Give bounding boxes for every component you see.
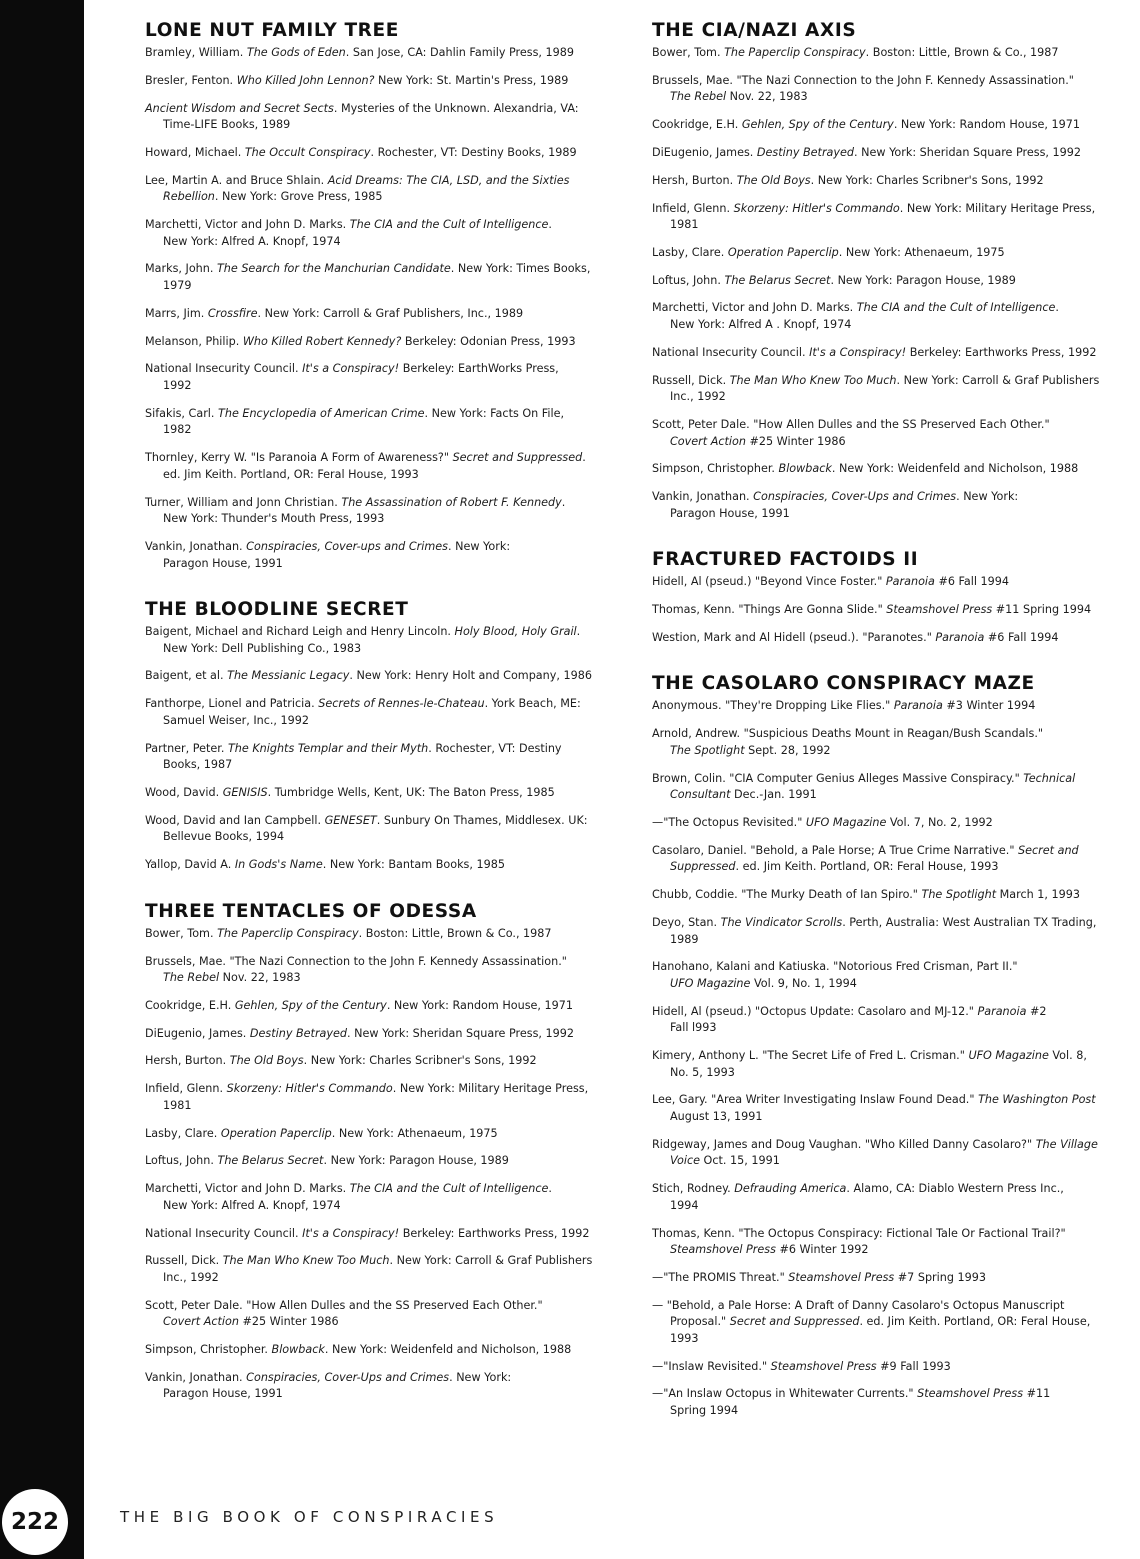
citation-entry xyxy=(145,306,615,323)
citation-text: . New York: Paragon House, 1989 xyxy=(323,1154,509,1168)
citation-text: . Perth, Australia: West Australian TX Trading, 1989 xyxy=(670,915,1097,946)
citation-text: #6 Winter 1992 xyxy=(775,1243,869,1257)
citation-text: Thomas, Kenn. "The Octopus Conspiracy: Fictional Tale Or Factional Trail?" xyxy=(652,1226,1066,1240)
citation-text: . New York: Weidenfeld and Nicholson, 1988 xyxy=(324,1343,572,1357)
citation-title: Paranoia xyxy=(893,699,943,713)
citation-entry xyxy=(652,45,1122,62)
citation-text: Marchetti, Victor and John D. Marks. xyxy=(145,1182,350,1196)
citation-title: Blowback xyxy=(778,462,832,476)
citation-entry xyxy=(652,117,1122,134)
citation-text: . New York: Bantam Books, 1985 xyxy=(322,858,505,872)
citation-text: . New York: Alfred A . Knopf, 1974 xyxy=(670,301,1059,332)
citation-text: Sept. 28, 1992 xyxy=(744,743,831,757)
citation-entry xyxy=(652,1226,1122,1259)
citation-entry xyxy=(652,1048,1122,1081)
citation-entry xyxy=(652,815,1122,832)
citation-text: . Rochester, VT: Destiny Books, 1989 xyxy=(370,145,577,159)
citation-text: Bower, Tom. xyxy=(652,46,725,59)
citation-text: . New York: Athenaeum, 1975 xyxy=(331,1126,498,1140)
citation-title: Secrets of Rennes-le-Chateau xyxy=(318,697,485,711)
citation-title: The Encyclopedia of American Crime xyxy=(218,406,425,420)
citation-text: Ridgeway, James and Doug Vaughan. "Who Killed Danny Casolaro?" xyxy=(652,1137,1036,1151)
citation-text: Lee, Gary. "Area Writer Investigating Inslaw Found Dead." xyxy=(652,1093,979,1107)
citation-entry xyxy=(145,1181,615,1214)
citation-title: UFO Magazine xyxy=(670,976,751,990)
citation-entry xyxy=(145,334,615,351)
page-number: 222 xyxy=(2,1489,68,1555)
right-column xyxy=(652,20,1122,1447)
citation-text: Loftus, John. xyxy=(145,1154,218,1168)
citation-text: Yallop, David A. xyxy=(145,858,235,872)
section-heading: FRACTURED FACTOIDS II xyxy=(652,549,919,571)
citation-text: #11 Spring 1994 xyxy=(992,603,1092,617)
citation-text: Oct. 15, 1991 xyxy=(699,1154,780,1168)
citation-text: . New York: Sheridan Square Press, 1992 xyxy=(854,145,1082,159)
citation-text: Thornley, Kerry W. "Is Paranoia A Form of Awareness?" xyxy=(145,451,453,465)
section-heading: THE BLOODLINE SECRET xyxy=(145,599,409,621)
citation-title: The Belarus Secret xyxy=(217,1154,324,1168)
citation-title: GENISIS xyxy=(222,786,268,799)
citation-text: #25 Winter 1986 xyxy=(745,434,846,448)
citation-text: . New York: Dell Publishing Co., 1983 xyxy=(163,625,581,655)
citation-text: Melanson, Philip. xyxy=(145,334,243,348)
citation-title: Conspiracies, Cover-Ups and Crimes xyxy=(753,490,957,504)
citation-title: Destiny Betrayed xyxy=(249,1026,347,1040)
citation-title: Steamshovel Press xyxy=(770,1359,877,1373)
citation-text: Stich, Rodney. xyxy=(652,1182,735,1196)
bibliography-section xyxy=(145,901,615,1403)
citation-text: Baigent, Michael and Richard Leigh and Henry Lincoln. xyxy=(145,625,455,639)
citation-text: Loftus, John. xyxy=(652,273,725,287)
citation-text: Arnold, Andrew. "Suspicious Deaths Mount in Reagan/Bush Scandals." xyxy=(652,727,1044,741)
citation-entry xyxy=(652,461,1122,478)
citation-title: The Spotlight xyxy=(921,888,997,902)
citation-text: . ed. Jim Keith. Portland, OR: Feral House, 1993 xyxy=(735,860,999,874)
citation-entry xyxy=(652,173,1122,190)
citation-text: Brussels, Mae. "The Nazi Connection to the John F. Kennedy Assassination." xyxy=(652,73,1074,87)
citation-text: Vol. 7, No. 2, 1992 xyxy=(886,816,993,829)
bibliography-section xyxy=(652,549,1122,646)
citation-text: —"An Inslaw Octopus in Whitewater Currents." xyxy=(652,1387,918,1401)
citation-text: . New York: Military Heritage Press, 1981 xyxy=(163,1082,589,1112)
citation-title: The Old Boys xyxy=(229,1054,304,1068)
citation-title: The Man Who Knew Too Much xyxy=(222,1254,390,1268)
citation-text: . New York: Grove Press, 1985 xyxy=(214,190,383,204)
citation-text: . New York: Paragon House, 1989 xyxy=(830,273,1016,287)
citation-entry xyxy=(652,201,1122,234)
citation-text: Vankin, Jonathan. xyxy=(145,1370,247,1384)
citation-text: Vankin, Jonathan. xyxy=(652,490,754,504)
citation-text: Marrs, Jim. xyxy=(145,306,208,320)
citation-text: . New York: Paragon House, 1991 xyxy=(163,1370,512,1401)
citation-text: . York Beach, ME: Samuel Weiser, Inc., 1992 xyxy=(163,697,581,727)
citation-entry xyxy=(652,145,1122,162)
citation-title: The CIA and the Cult of Intelligence xyxy=(349,1182,549,1196)
citation-text: Kimery, Anthony L. "The Secret Life of Fred L. Crisman." xyxy=(652,1049,969,1063)
citation-entry xyxy=(145,406,615,439)
citation-title: The CIA and the Cult of Intelligence xyxy=(349,218,549,232)
citation-text: —"The PROMIS Threat." xyxy=(652,1270,789,1284)
citation-title: The Belarus Secret xyxy=(724,273,831,287)
citation-text: . New York: Random House, 1971 xyxy=(386,998,573,1012)
citation-text: New York: St. Martin's Press, 1989 xyxy=(374,73,569,87)
citation-entry xyxy=(145,1253,615,1286)
citation-entry xyxy=(145,998,615,1015)
citation-title: Crossfire xyxy=(207,306,258,320)
citation-text: Hidell, Al (pseud.) "Octopus Update: Casolaro and MJ-12." xyxy=(652,1004,978,1018)
citation-entry xyxy=(145,261,615,294)
citation-entry xyxy=(145,926,615,943)
citation-text: Cookridge, E.H. xyxy=(652,118,742,132)
citation-text: Anonymous. "They're Dropping Like Flies." xyxy=(652,699,894,713)
citation-entry xyxy=(145,1053,615,1070)
citation-text: Hersh, Burton. xyxy=(652,173,737,187)
citation-text: . Alamo, CA: Diablo Western Press Inc., 1994 xyxy=(670,1182,1064,1212)
section-heading: THREE TENTACLES OF ODESSA xyxy=(145,900,477,922)
citation-entry xyxy=(145,1226,615,1243)
citation-text: . New York: Sheridan Square Press, 1992 xyxy=(347,1026,575,1040)
citation-entry xyxy=(652,1386,1122,1419)
citation-text: . New York: Random House, 1971 xyxy=(893,118,1080,132)
citation-text: Hidell, Al (pseud.) "Beyond Vince Foster." xyxy=(652,575,886,589)
citation-text: National Insecurity Council. xyxy=(652,345,810,359)
citation-title: Paranoia xyxy=(935,630,985,644)
citation-entry xyxy=(652,1270,1122,1287)
bibliography-section xyxy=(652,673,1122,1419)
citation-text: Infield, Glenn. xyxy=(145,1082,227,1096)
citation-text: Russell, Dick. xyxy=(145,1254,223,1268)
citation-entry xyxy=(652,1004,1122,1037)
citation-text: Hersh, Burton. xyxy=(145,1054,230,1068)
citation-text: Baigent, et al. xyxy=(145,669,228,683)
citation-text: Lasby, Clare. xyxy=(652,245,728,259)
citation-title: Steamshovel Press xyxy=(670,1243,776,1257)
citation-text: . New York: Athenaeum, 1975 xyxy=(838,245,1005,259)
citation-title: Steamshovel Press xyxy=(917,1387,1024,1401)
citation-text: Westion, Mark and Al Hidell (pseud.). "Paranotes." xyxy=(652,630,936,644)
citation-entry xyxy=(652,1359,1122,1376)
citation-entry xyxy=(652,245,1122,262)
citation-title: It's a Conspiracy! xyxy=(302,362,400,376)
citation-text: . New York: Carroll & Graf Publishers, Inc., 1989 xyxy=(257,306,524,320)
citation-entry xyxy=(145,495,615,528)
citation-entry xyxy=(652,345,1122,362)
citation-text: Scott, Peter Dale. "How Allen Dulles and the SS Preserved Each Other." xyxy=(145,1298,543,1312)
citation-text: Dec.-Jan. 1991 xyxy=(730,788,817,802)
citation-title: Who Killed Robert Kennedy? xyxy=(242,334,402,348)
citation-text: . New York: Paragon House, 1991 xyxy=(670,490,1019,520)
citation-entry xyxy=(145,173,615,206)
citation-text: . New York: Carroll & Graf Publishers Inc., 1992 xyxy=(163,1254,593,1284)
citation-text: Vankin, Jonathan. xyxy=(145,539,247,553)
citation-text: #3 Winter 1994 xyxy=(942,699,1036,713)
citation-text: Berkeley: Earthworks Press, 1992 xyxy=(399,1226,590,1240)
citation-entry xyxy=(652,630,1122,647)
citation-text: August 13, 1991 xyxy=(670,1110,763,1124)
citation-text: Brussels, Mae. "The Nazi Connection to the John F. Kennedy Assassination." xyxy=(145,954,567,968)
citation-text: #25 Winter 1986 xyxy=(238,1315,339,1329)
citation-title: GENESET xyxy=(324,813,377,827)
citation-text: Simpson, Christopher. xyxy=(145,1343,272,1357)
citation-entry xyxy=(145,813,615,846)
citation-entry xyxy=(652,373,1122,406)
citation-entry xyxy=(145,73,615,90)
citation-title: Secret and Suppressed xyxy=(670,843,1079,874)
citation-text: #9 Fall 1993 xyxy=(876,1359,951,1373)
citation-text: Deyo, Stan. xyxy=(652,915,721,929)
citation-entry xyxy=(145,1153,615,1170)
citation-text: Marchetti, Victor and John D. Marks. xyxy=(145,218,350,232)
citation-text: . New York: Facts On File, 1982 xyxy=(163,406,565,437)
bibliography-section xyxy=(145,20,615,572)
citation-entry xyxy=(145,1126,615,1143)
citation-text: —"The Octopus Revisited." xyxy=(652,816,806,829)
section-heading: THE CASOLARO CONSPIRACY MAZE xyxy=(652,673,1035,695)
citation-text: Scott, Peter Dale. "How Allen Dulles and the SS Preserved Each Other." xyxy=(652,417,1050,431)
citation-title: The Paperclip Conspiracy xyxy=(217,926,359,940)
citation-entry xyxy=(145,624,615,657)
citation-entry xyxy=(652,1092,1122,1125)
bibliography-section xyxy=(652,20,1122,522)
citation-text: Lasby, Clare. xyxy=(145,1126,221,1140)
citation-entry xyxy=(652,300,1122,333)
citation-text: . New York: Thunder's Mouth Press, 1993 xyxy=(163,495,566,526)
citation-entry xyxy=(145,1298,615,1331)
citation-title: It's a Conspiracy! xyxy=(302,1226,400,1240)
citation-title: The Search for the Manchurian Candidate xyxy=(216,262,451,276)
citation-text: National Insecurity Council. xyxy=(145,362,303,376)
citation-title: The Old Boys xyxy=(736,173,811,187)
citation-text: Bower, Tom. xyxy=(145,926,218,940)
citation-text: . New York: Charles Scribner's Sons, 1992 xyxy=(810,173,1044,187)
citation-text: Russell, Dick. xyxy=(652,373,730,387)
citation-text: Berkeley: Earthworks Press, 1992 xyxy=(906,345,1097,359)
citation-entry xyxy=(652,887,1122,904)
citation-title: In Gods's Name xyxy=(234,858,323,872)
citation-text: Thomas, Kenn. "Things Are Gonna Slide." xyxy=(652,603,887,617)
citation-entry xyxy=(652,726,1122,759)
citation-title: The Gods of Eden xyxy=(246,46,346,59)
citation-text: Bresler, Fenton. xyxy=(145,73,237,87)
citation-text: Berkeley: Odonian Press, 1993 xyxy=(401,334,576,348)
citation-title: Steamshovel Press xyxy=(886,603,993,617)
citation-text: Berkeley: EarthWorks Press, 1992 xyxy=(163,362,559,392)
citation-text: . New York: Henry Holt and Company, 1986 xyxy=(349,669,592,683)
citation-title: The Spotlight xyxy=(670,743,745,757)
citation-text: Nov. 22, 1983 xyxy=(219,971,301,985)
citation-title: Conspiracies, Cover-Ups and Crimes xyxy=(246,1370,450,1384)
citation-text: Wood, David and Ian Campbell. xyxy=(145,813,325,827)
citation-title: Secret and Suppressed xyxy=(452,451,583,465)
citation-entry xyxy=(652,602,1122,619)
citation-text: . New York: Charles Scribner's Sons, 1992 xyxy=(303,1054,537,1068)
citation-text: Sifakis, Carl. xyxy=(145,406,219,420)
citation-text: #2 Fall l993 xyxy=(670,1004,1047,1035)
citation-text: . ed. Jim Keith. Portland, OR: Feral House, 1993 xyxy=(670,1315,1091,1345)
section-heading: LONE NUT FAMILY TREE xyxy=(145,20,399,41)
citation-entry xyxy=(145,696,615,729)
citation-title: Blowback xyxy=(271,1343,325,1357)
citation-title: Ancient Wisdom and Secret Sects xyxy=(145,101,334,115)
citation-title: Defrauding America xyxy=(734,1182,847,1196)
citation-text: #7 Spring 1993 xyxy=(894,1270,986,1284)
citation-text: Wood, David. xyxy=(145,786,223,799)
citation-text: Vol. 9, No. 1, 1994 xyxy=(750,976,857,990)
citation-title: The Man Who Knew Too Much xyxy=(729,373,897,387)
citation-entry xyxy=(652,1137,1122,1170)
left-column xyxy=(145,20,615,1430)
citation-text: Vol. 8, No. 5, 1993 xyxy=(670,1049,1087,1079)
citation-entry xyxy=(652,574,1122,591)
citation-entry xyxy=(652,915,1122,948)
citation-text: . Boston: Little, Brown & Co., 1987 xyxy=(865,46,1059,59)
citation-entry xyxy=(652,73,1122,106)
citation-title: UFO Magazine xyxy=(968,1049,1049,1063)
citation-title: Paranoia xyxy=(885,575,935,589)
citation-title: Covert Action xyxy=(670,434,746,448)
citation-entry xyxy=(145,857,615,874)
citation-title: Skorzeny: Hitler's Commando xyxy=(226,1082,393,1096)
citation-entry xyxy=(145,1370,615,1403)
citation-title: Technical Consultant xyxy=(670,771,1076,802)
bibliography-section xyxy=(145,599,615,874)
citation-entry xyxy=(145,954,615,987)
citation-title: The CIA and the Cult of Intelligence xyxy=(856,301,1056,315)
citation-text: March 1, 1993 xyxy=(996,888,1080,902)
citation-entry xyxy=(145,785,615,802)
citation-entry xyxy=(652,417,1122,450)
citation-text: Hanohano, Kalani and Katiuska. "Notorious Fred Crisman, Part II." xyxy=(652,960,1018,974)
citation-text: #6 Fall 1994 xyxy=(934,575,1010,589)
citation-text: . New York: Weidenfeld and Nicholson, 1988 xyxy=(831,462,1079,476)
citation-entry xyxy=(145,45,615,62)
citation-text: Partner, Peter. xyxy=(145,741,228,755)
citation-text: Marks, John. xyxy=(145,262,217,276)
citation-title: Destiny Betrayed xyxy=(756,145,854,159)
citation-title: Skorzeny: Hitler's Commando xyxy=(733,201,900,215)
citation-entry xyxy=(145,539,615,572)
citation-text: . New York: Carroll & Graf Publishers Inc., 1992 xyxy=(670,373,1100,404)
citation-title: The Rebel xyxy=(163,971,220,985)
citation-entry xyxy=(652,698,1122,715)
citation-title: The Assassination of Robert F. Kennedy xyxy=(341,495,562,509)
citation-entry xyxy=(145,217,615,250)
citation-text: Fanthorpe, Lionel and Patricia. xyxy=(145,697,319,711)
citation-text: . ed. Jim Keith. Portland, OR: Feral House, 1993 xyxy=(163,451,586,481)
citation-text: Nov. 22, 1983 xyxy=(726,90,808,104)
citation-title: Conspiracies, Cover-ups and Crimes xyxy=(246,539,448,553)
citation-text: Casolaro, Daniel. "Behold, a Pale Horse; A True Crime Narrative." xyxy=(652,843,1019,857)
citation-entry xyxy=(652,489,1122,522)
citation-text: . Rochester, VT: Destiny Books, 1987 xyxy=(163,741,562,772)
page-spine xyxy=(0,0,84,1559)
citation-text: . New York: Military Heritage Press, 1981 xyxy=(670,201,1096,232)
citation-text: Turner, William and Jonn Christian. xyxy=(145,495,342,509)
citation-text: . Boston: Little, Brown & Co., 1987 xyxy=(358,926,552,940)
citation-entry xyxy=(145,450,615,483)
citation-text: Simpson, Christopher. xyxy=(652,462,779,476)
citation-text: . Tumbridge Wells, Kent, UK: The Baton Press, 1985 xyxy=(267,786,555,799)
section-heading: THE CIA/NAZI AXIS xyxy=(652,20,857,41)
citation-text: . Mysteries of the Unknown. Alexandria, VA: Time-LIFE Books, 1989 xyxy=(163,101,579,132)
citation-title: Gehlen, Spy of the Century xyxy=(741,118,894,132)
citation-title: The Knights Templar and their Myth xyxy=(227,741,429,755)
citation-entry xyxy=(652,1298,1122,1348)
citation-text: — "Behold, a Pale Horse: A Draft of Danny Casolaro's Octopus Manuscript Proposal." xyxy=(652,1298,1065,1329)
citation-entry xyxy=(652,771,1122,804)
citation-text: Cookridge, E.H. xyxy=(145,998,235,1012)
citation-text: #11 Spring 1994 xyxy=(670,1387,1051,1418)
citation-text: . New York: Alfred A. Knopf, 1974 xyxy=(163,218,552,248)
citation-text: Brown, Colin. "CIA Computer Genius Alleges Massive Conspiracy." xyxy=(652,771,1024,785)
citation-title: Covert Action xyxy=(163,1315,239,1329)
citation-title: Paranoia xyxy=(977,1004,1027,1018)
running-title: THE BIG BOOK OF CONSPIRACIES xyxy=(120,1508,499,1526)
citation-entry xyxy=(145,668,615,685)
citation-text: —"Inslaw Revisited." xyxy=(652,1359,771,1373)
citation-entry xyxy=(145,101,615,134)
citation-entry xyxy=(652,273,1122,290)
citation-title: Secret and Suppressed xyxy=(729,1315,860,1329)
citation-text: . New York: Paragon House, 1991 xyxy=(163,539,511,570)
citation-title: Who Killed John Lennon? xyxy=(236,73,375,87)
citation-entry xyxy=(145,741,615,774)
citation-text: . Sunbury On Thames, Middlesex. UK: Bellevue Books, 1994 xyxy=(163,813,588,844)
citation-title: The Paperclip Conspiracy xyxy=(724,46,866,59)
citation-text: Marchetti, Victor and John D. Marks. xyxy=(652,301,857,315)
citation-title: It's a Conspiracy! xyxy=(809,345,907,359)
citation-text: . New York: Alfred A. Knopf, 1974 xyxy=(163,1182,552,1212)
citation-title: The Village Voice xyxy=(670,1137,1098,1168)
citation-text: . New York: Times Books, 1979 xyxy=(163,262,591,293)
citation-title: Gehlen, Spy of the Century xyxy=(234,998,387,1012)
citation-title: The Vindicator Scrolls xyxy=(720,915,843,929)
citation-title: Operation Paperclip xyxy=(727,245,839,259)
citation-entry xyxy=(652,1181,1122,1214)
citation-title: The Occult Conspiracy xyxy=(244,145,371,159)
citation-text: . San Jose, CA: Dahlin Family Press, 1989 xyxy=(345,46,575,59)
citation-title: UFO Magazine xyxy=(805,816,887,829)
citation-title: Holy Blood, Holy Grail xyxy=(454,625,577,639)
citation-text: Lee, Martin A. and Bruce Shlain. xyxy=(145,173,328,187)
citation-title: Operation Paperclip xyxy=(220,1126,332,1140)
citation-text: DiEugenio, James. xyxy=(652,145,757,159)
citation-text: National Insecurity Council. xyxy=(145,1226,303,1240)
citation-title: The Washington Post xyxy=(978,1093,1096,1107)
citation-entry xyxy=(652,959,1122,992)
citation-text: DiEugenio, James. xyxy=(145,1026,250,1040)
citation-title: The Messianic Legacy xyxy=(227,669,350,683)
citation-entry xyxy=(145,361,615,394)
citation-title: Acid Dreams: The CIA, LSD, and the Sixties Rebellion xyxy=(163,173,570,204)
citation-entry xyxy=(145,145,615,162)
citation-text: Chubb, Coddie. "The Murky Death of Ian Spiro." xyxy=(652,888,922,902)
citation-text: Infield, Glenn. xyxy=(652,201,734,215)
citation-entry xyxy=(145,1026,615,1043)
citation-entry xyxy=(145,1081,615,1114)
citation-entry xyxy=(145,1342,615,1359)
citation-title: The Rebel xyxy=(670,90,727,104)
citation-entry xyxy=(652,843,1122,876)
citation-text: #6 Fall 1994 xyxy=(984,630,1059,644)
citation-text: Howard, Michael. xyxy=(145,145,245,159)
citation-text: Bramley, William. xyxy=(145,46,247,59)
citation-title: Steamshovel Press xyxy=(788,1270,895,1284)
